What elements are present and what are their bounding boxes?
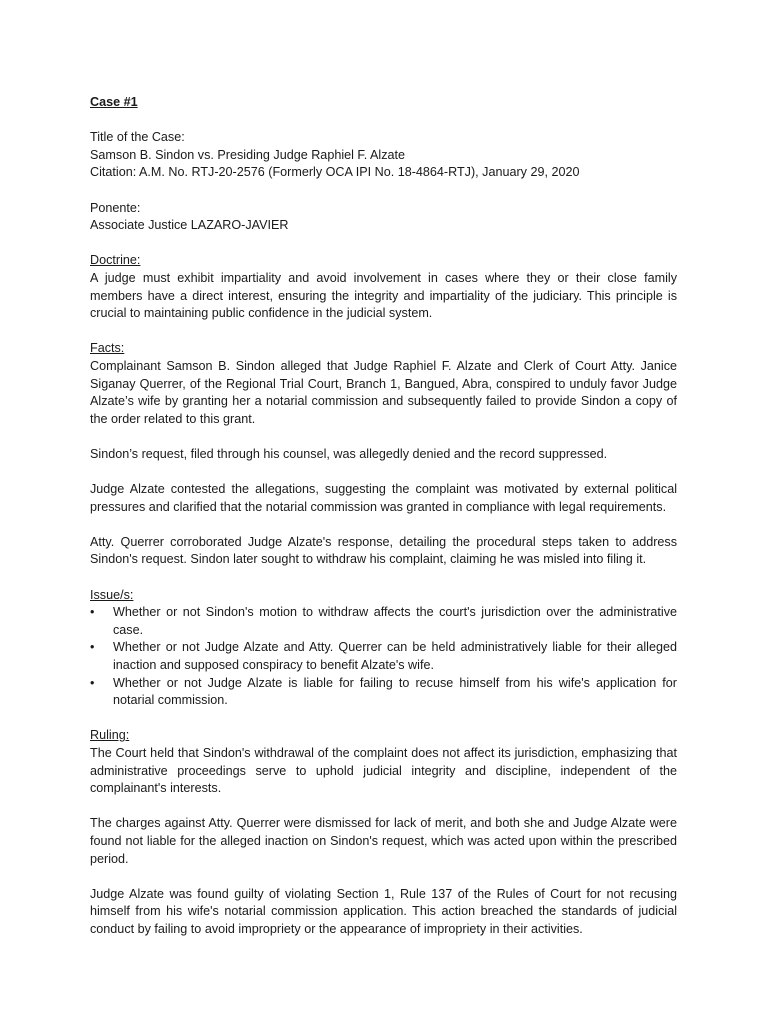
list-item bbox=[90, 675, 677, 710]
facts-paragraph: Complainant Samson B. Sindon alleged that Judge Raphiel F. Alzate and Clerk of Court Atty. Janice Siganay Querrer, of the Regional Trial Court, Branch 1, Bangued, Abra, conspired to unduly favor Judge Alzate’s wife by granting her a notarial commission and subsequently failed to provide Sindon a copy of the order related to this grant. bbox=[90, 358, 677, 426]
issue-text: Whether or not Judge Alzate is liable for failing to recuse himself from his wife's application for notarial commission. bbox=[113, 675, 677, 708]
facts-paragraph: Judge Alzate contested the allegations, suggesting the complaint was motivated by external political pressures and clarified that the notarial commission was granted in compliance with legal requirements. bbox=[90, 482, 677, 514]
list-item bbox=[90, 604, 677, 639]
facts-heading: Facts: bbox=[90, 341, 125, 356]
ponente-label: Ponente: bbox=[90, 200, 141, 215]
bullet-icon: • bbox=[90, 605, 95, 620]
title-value: Samson B. Sindon vs. Presiding Judge Raphiel F. Alzate bbox=[90, 147, 406, 162]
doctrine-text: A judge must exhibit impartiality and avoid involvement in cases where they or their close family members have a direct interest, ensuring the integrity and impartiality of the judiciary. This principle is crucial to maintaining public confidence in the judicial system. bbox=[90, 270, 677, 321]
ruling-paragraph: Judge Alzate was found guilty of violating Section 1, Rule 137 of the Rules of Court for not recusing himself from his wife's notarial commission application. This action breached the standards of judicial conduct by failing to avoid impropriety or the appearance of impropriety in their activities. bbox=[90, 886, 677, 936]
ruling-paragraph: The Court held that Sindon's withdrawal of the complaint does not affect its jurisdiction, emphasizing that administrative proceedings serve to uphold judicial integrity and discipline, independent of the complainant's interests. bbox=[90, 745, 677, 796]
list-item bbox=[90, 639, 677, 674]
ruling-heading: Ruling: bbox=[90, 728, 130, 743]
issue-text: Whether or not Judge Alzate and Atty. Querrer can be held administratively liable for their alleged inaction and supposed conspiracy to benefit Alzate's wife. bbox=[113, 640, 677, 672]
bullet-icon: • bbox=[90, 640, 95, 655]
bullet-icon: • bbox=[90, 675, 95, 690]
title-label: Title of the Case: bbox=[90, 130, 185, 145]
case-heading: Case #1 bbox=[90, 95, 138, 109]
doctrine-heading: Doctrine: bbox=[90, 253, 141, 268]
facts-paragraph: Atty. Querrer corroborated Judge Alzate's response, detailing the procedural steps taken to address Sindon's request. Sindon later sought to withdraw his complaint, claiming he was misled into filing it. bbox=[90, 534, 677, 567]
citation: Citation: A.M. No. RTJ-20-2576 (Formerly OCA IPI No. 18-4864-RTJ), January 29, 2020 bbox=[90, 165, 580, 180]
issue-text: Whether or not Sindon's motion to withdraw affects the court's jurisdiction over the administrative case. bbox=[113, 605, 677, 637]
issues-list bbox=[90, 604, 677, 710]
document-body bbox=[90, 94, 677, 939]
facts-paragraph: Sindon’s request, filed through his counsel, was allegedly denied and the record suppressed. bbox=[90, 446, 608, 461]
issues-heading: Issue/s: bbox=[90, 587, 134, 602]
ponente-value: Associate Justice LAZARO-JAVIER bbox=[90, 218, 289, 233]
ruling-paragraph: The charges against Atty. Querrer were dismissed for lack of merit, and both she and Judge Alzate were found not liable for the alleged inaction on Sindon's request, which was acted upon within the prescribed period. bbox=[90, 816, 677, 866]
